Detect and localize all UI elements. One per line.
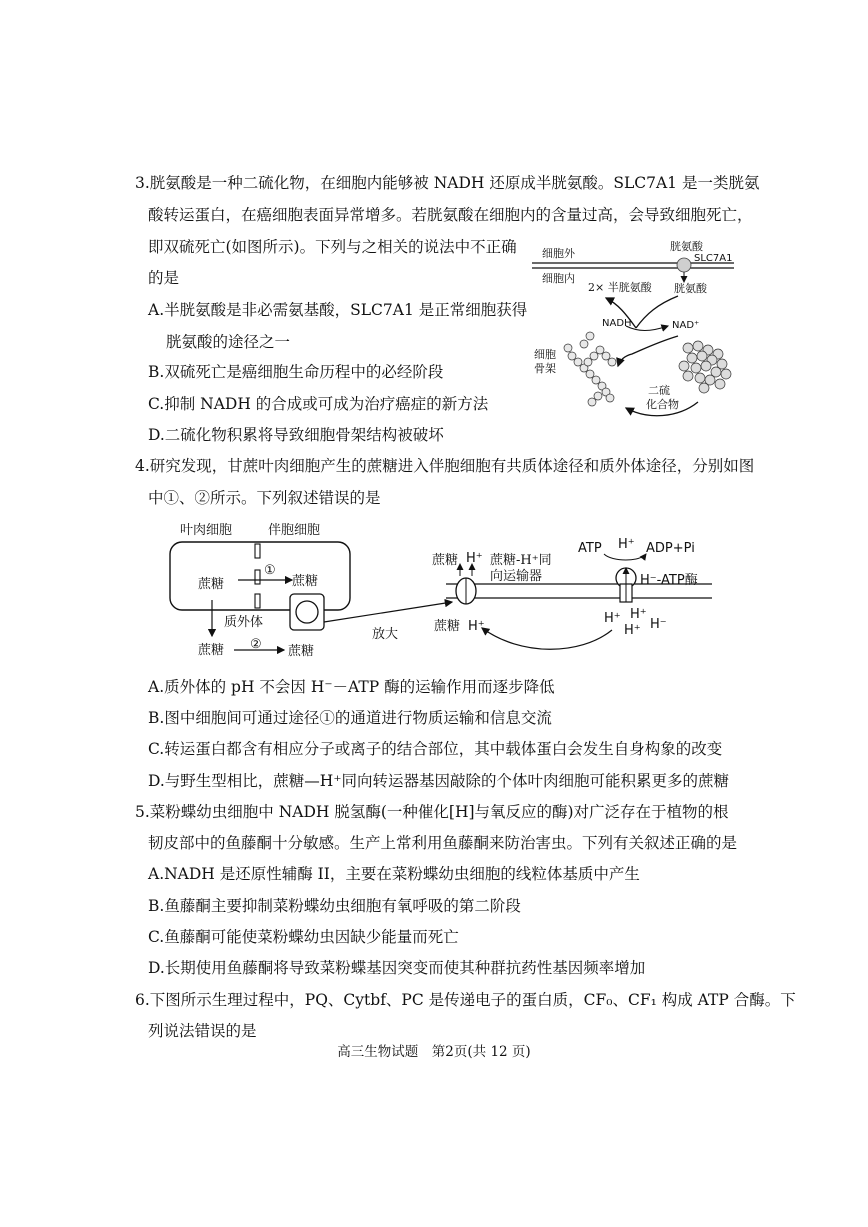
label-adp: ADP+Pi <box>646 541 695 556</box>
q4-option-b: B.图中细胞间可通过途径①的通道进行物质运输和信息交流 <box>148 709 552 727</box>
q4-option-a: A.质外体的 pH 不会因 H⁻－ATP 酶的运输作用而逐步降低 <box>148 678 555 696</box>
label-cystine-top: 胱氨酸 <box>670 240 703 253</box>
q3-option-c: C.抑制 NADH 的合成或可成为治疗癌症的新方法 <box>148 395 489 413</box>
page-footer: 高三生物试题 第2页(共 12 页) <box>337 1044 531 1060</box>
label-atp: ATP <box>578 541 602 556</box>
q5-option-c: C.鱼藤酮可能使菜粉蝶幼虫因缺少能量而死亡 <box>148 928 459 946</box>
label-symporter-1: 蔗糖-H⁺同 <box>490 553 552 568</box>
label-nadh: NADH <box>602 318 632 329</box>
label-h-minus: H⁻ <box>650 617 667 632</box>
label-cystine: 胱氨酸 <box>674 282 707 295</box>
q3-option-b: B.双硫死亡是癌细胞生命历程中的必经阶段 <box>148 363 444 381</box>
label-sucrose-mid: 蔗糖 <box>292 574 319 589</box>
label-h-1: H⁺ <box>604 611 621 626</box>
label-disulfide-2: 化合物 <box>646 398 679 411</box>
label-slc7a1: SLC7A1 <box>694 253 733 264</box>
label-h-2: H⁺ <box>630 607 647 622</box>
label-apoplast: 质外体 <box>224 615 264 630</box>
label-h-3: H⁺ <box>624 623 641 638</box>
label-sucrose-left: 蔗糖 <box>198 577 225 592</box>
q3-disulfidptosis-diagram <box>528 236 740 426</box>
q3-option-d: D.二硫化物积累将导致细胞骨架结构被破坏 <box>148 426 444 444</box>
label-nad: NAD⁺ <box>672 320 700 331</box>
label-half-cys: 2× 半胱氨酸 <box>588 281 652 294</box>
label-mesophyll: 叶肉细胞 <box>180 523 233 538</box>
disulfide-aggregate-icon <box>679 341 731 393</box>
label-route-2: ② <box>250 637 262 652</box>
label-skeleton-2: 骨架 <box>534 362 556 375</box>
label-sucrose-sym-top: 蔗糖 <box>432 553 459 568</box>
q5-option-a: A.NADH 是还原性辅酶 II，主要在菜粉蝶幼虫细胞的线粒体基质中产生 <box>148 865 640 883</box>
label-sucrose-sym-bottom: 蔗糖 <box>434 619 461 634</box>
q5-stem-line-2: 韧皮部中的鱼藤酮十分敏感。生产上常利用鱼藤酮来防治害虫。下列有关叙述正确的是 <box>148 834 738 852</box>
q6-stem-line-1: 6.下图所示生理过程中，PQ、Cytbf、PC 是传递电子的蛋白质，CF₀、CF₁ 构成 ATP 合酶。下 <box>135 991 796 1009</box>
label-atpase: H⁻-ATP酶 <box>640 573 698 588</box>
label-enlarge: 放大 <box>372 627 399 642</box>
q5-option-b: B.鱼藤酮主要抑制菜粉蝶幼虫细胞有氧呼吸的第二阶段 <box>148 897 521 915</box>
label-skeleton-1: 细胞 <box>534 348 556 361</box>
label-h-sym-bottom: H⁺ <box>468 619 485 634</box>
q5-stem-line-1: 5.菜粉蝶幼虫细胞中 NADH 脱氢酶(一种催化[H]与氧反应的酶)对广泛存在于植物的根 <box>135 803 729 821</box>
slc7a1-transporter-icon <box>677 258 691 272</box>
label-disulfide-1: 二硫 <box>648 384 670 397</box>
q3-stem-line-3: 即双硫死亡(如图所示)。下列与之相关的说法中不正确 <box>148 238 517 256</box>
q3-option-a-cont: 胱氨酸的途径之一 <box>166 333 291 351</box>
q4-option-d: D.与野生型相比，蔗糖—H⁺同向转运器基因敲除的个体叶肉细胞可能积累更多的蔗糖 <box>148 772 730 790</box>
q4-option-c: C.转运蛋白都含有相应分子或离子的结合部位，其中载体蛋白会发生自身构象的改变 <box>148 740 723 758</box>
q6-stem-line-2: 列说法错误的是 <box>148 1022 257 1040</box>
label-h-atpase-top: H⁺ <box>618 537 635 552</box>
label-outside: 细胞外 <box>542 247 575 260</box>
q3-option-a: A.半胱氨酸是非必需氨基酸，SLC7A1 是正常细胞获得 <box>148 301 528 319</box>
q5-option-d: D.长期使用鱼藤酮将导致菜粉蝶基因突变而使其种群抗药性基因频率增加 <box>148 959 646 977</box>
label-inside: 细胞内 <box>542 272 575 285</box>
label-route-1: ① <box>264 563 276 578</box>
label-sucrose-bottom-right: 蔗糖 <box>288 644 315 659</box>
label-symporter-2: 向运输器 <box>490 569 543 584</box>
q4-sucrose-transport-diagram <box>160 518 720 668</box>
q3-stem-line-4: 的是 <box>148 269 180 287</box>
cytoskeleton-icon <box>564 332 616 406</box>
label-h-sym-top: H⁺ <box>466 551 483 566</box>
q3-stem-line-2: 酸转运蛋白，在癌细胞表面异常增多。若胱氨酸在细胞内的含量过高，会导致细胞死亡， <box>148 206 753 224</box>
label-companion: 伴胞细胞 <box>268 523 321 538</box>
q4-stem-line-1: 4.研究发现，甘蔗叶肉细胞产生的蔗糖进入伴胞细胞有共质体途径和质外体途径，分别如图 <box>135 457 755 475</box>
q4-stem-line-2: 中①、②所示。下列叙述错误的是 <box>148 489 381 507</box>
q3-stem-line-1: 3.胱氨酸是一种二硫化物，在细胞内能够被 NADH 还原成半胱氨酸。SLC7A1 是一类胱氨 <box>135 174 760 192</box>
label-sucrose-bottom-left: 蔗糖 <box>198 643 225 658</box>
